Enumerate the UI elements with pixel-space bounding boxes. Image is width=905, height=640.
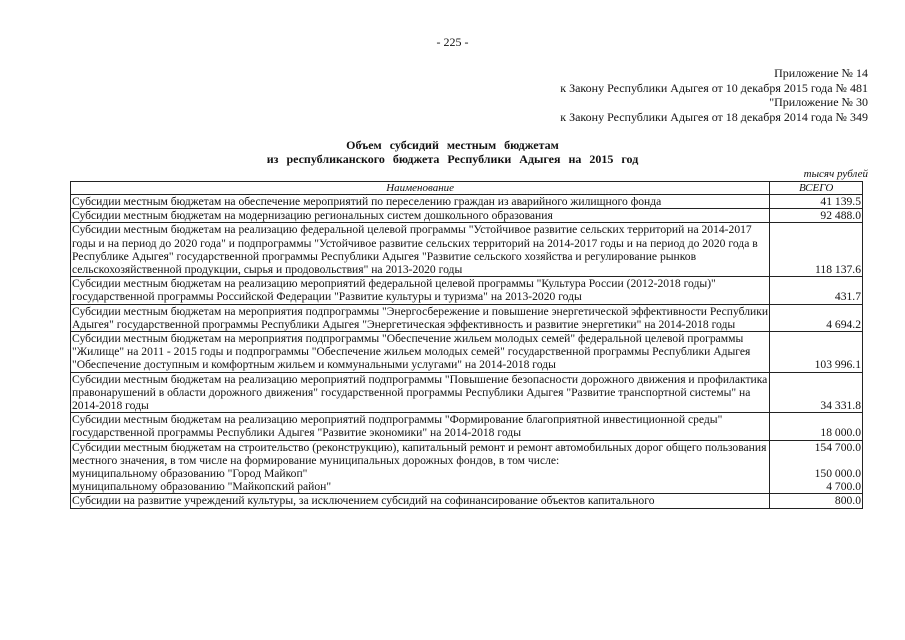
roads-name: Субсидии местным бюджетам на строительство (реконструкцию), капитальный ремонт и ремонт автомобильных дорог общего пользования местного значения, в том числе на формирование муниципальных дорожных фондов, в том числе:: [72, 440, 767, 467]
table-header-row: [71, 182, 863, 195]
document-title: [0, 138, 905, 166]
row-name: Субсидии местным бюджетам на обеспечение мероприятий по переселению граждан из аварийного жилищного фонда: [71, 195, 770, 209]
table-row: [71, 209, 863, 223]
table-row: [71, 413, 863, 440]
table-row: [71, 277, 863, 304]
roads-sub-2-value: 4 700.0: [826, 480, 861, 494]
header-total: ВСЕГО: [770, 182, 863, 195]
units-label: тысяч рублей: [803, 168, 868, 180]
appendix-line-3: "Приложение № 30: [769, 95, 868, 109]
roads-sub-1-value: 150 000.0: [814, 467, 861, 481]
row-value: [770, 440, 863, 494]
table-row-roads: [71, 440, 863, 494]
row-name: Субсидии местным бюджетам на реализацию мероприятий подпрограммы "Повышение безопасности дорожного движения и профилактика правонарушений в области дорожного движения" государственной программы Республики Адыгея "Развитие транспортной системы" на 2014-2018 годы: [71, 372, 770, 413]
row-value: 41 139.5: [770, 195, 863, 209]
appendix-line-4: к Закону Республики Адыгея от 18 декабря 2014 года № 349: [560, 109, 868, 124]
table-row: [71, 195, 863, 209]
row-name: Субсидии местным бюджетам на мероприятия подпрограммы "Энергосбережение и повышение энергетической эффективности Республики Адыгея" государственной программы Республики Адыгея "Энергетическая эффективность и развитие энергетики" на 2014-2018 годы: [72, 304, 769, 331]
row-value: 34 331.8: [770, 372, 863, 413]
table-row: [71, 372, 863, 413]
row-name: Субсидии местным бюджетам на модернизацию региональных систем дошкольного образования: [71, 209, 770, 223]
row-name: Субсидии на развитие учреждений культуры, за исключением субсидий на софинансирование объектов капитального: [71, 494, 770, 508]
row-name: [71, 440, 770, 494]
row-name: Субсидии местным бюджетам на реализацию мероприятий подпрограммы "Формирование благоприятной инвестиционной среды" государственной программы Республики Адыгея "Развитие экономики" на 2014-2018 годы: [71, 413, 770, 440]
row-value: 18 000.0: [770, 413, 863, 440]
roads-sub-1-name: муниципальному образованию "Город Майкоп": [72, 467, 308, 481]
table-row: [71, 494, 863, 508]
row-value: 4 694.2: [770, 304, 863, 331]
row-value: 800.0: [770, 494, 863, 508]
row-value: 92 488.0: [770, 209, 863, 223]
row-name: Субсидии местным бюджетам на реализацию мероприятий федеральной целевой программы "Культура России (2012-2018 годы)" государственной программы Российской Федерации "Развитие культуры и туризма" на 2013-2020 годы: [71, 277, 770, 304]
header-name: Наименование: [71, 182, 770, 195]
row-value: 103 996.1: [770, 332, 863, 373]
appendix-block: [560, 66, 868, 124]
row-name: Субсидии местным бюджетам на мероприятия подпрограммы "Обеспечение жильем молодых семей" федеральной целевой программы "Жилище" на 2011 - 2015 годы и подпрограммы "Обеспечение жильем молодых семей" государственной программы Республики Адыгея "Обеспечение доступным и комфортным жильем и коммунальными услугами" на 2014-2018 годы: [71, 332, 770, 373]
table-row: [71, 223, 863, 277]
table-row: [71, 304, 863, 331]
title-line-1: Объем субсидий местным бюджетам: [346, 138, 559, 152]
appendix-line-1: Приложение № 14: [774, 66, 868, 80]
roads-value: 154 700.0: [814, 440, 861, 454]
table-row: [71, 332, 863, 373]
row-name: Субсидии местным бюджетам на реализацию федеральной целевой программы "Устойчивое развитие сельских территорий на 2014-2017 годы и на период до 2020 года" и подпрограммы "Устойчивое развитие сельских территорий на 2014-2017 годы и на период до 2020 года в Республике Адыгея" государственной программы Республики Адыгея "Развитие сельского хозяйства и регулирование рынков сельскохозяйственной продукции, сырья и продовольствия" на 2013-2020 годы: [71, 223, 770, 277]
subsidies-table: [70, 181, 863, 509]
page-number: - 225 -: [436, 35, 469, 49]
row-value: 431.7: [770, 277, 863, 304]
appendix-line-2: к Закону Республики Адыгея от 10 декабря 2015 года № 481: [560, 80, 868, 95]
row-value: 118 137.6: [770, 223, 863, 277]
title-line-2: из республиканского бюджета Республики Адыгея на 2015 год: [266, 152, 639, 166]
roads-sub-2-name: муниципальному образованию "Майкопский район": [72, 480, 332, 494]
